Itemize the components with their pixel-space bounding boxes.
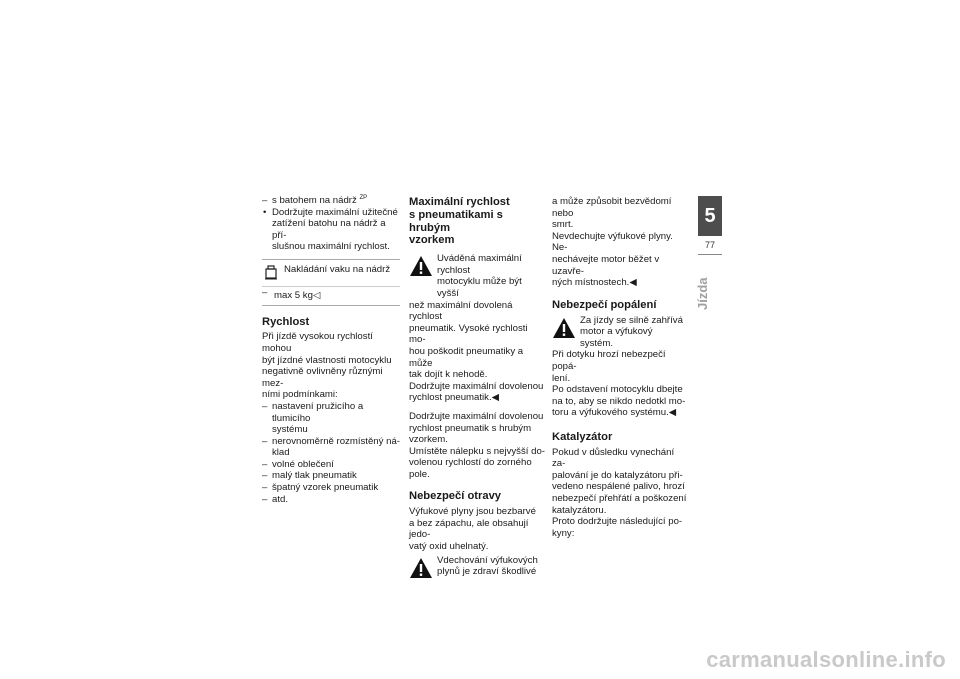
paragraph: Pokud v důsledku vynechání za- palování je do katalyzátoru při- vedeno nespálené palivo, hrozí nebezpečí přehřátí a poškození katalyzátoru. Proto dodržujte následující po- kyny: — [552, 446, 687, 539]
paragraph: Dodržujte maximální dovolenou rychlost pneumatik s hrubým vzorkem. Umístěte nálepku s nejvyšší do- volenou rychlostí do zorného pole. — [409, 410, 545, 480]
warning-block: Uváděná maximální rychlost motocyklu může být vyšší než maximální dovolená rychlost pneumatik. Vysoké rychlosti mo- hou poškodit pneumatiky a může tak dojít k nehodě. Dodržujte maximální dovolenou rychlost pneumatik.◀ — [409, 253, 544, 404]
heading-katalyzator: Katalyzátor — [552, 430, 613, 443]
paragraph: Při jízdě vysokou rychlostí mohou být jízdné vlastnosti motocyklu negativně ovlivněny různými mez- ními podmínkami: — [262, 331, 392, 401]
list-item: – špatný vzorek pneumatik — [262, 482, 400, 494]
page-number: 77 — [704, 240, 715, 250]
warning-triangle-icon — [552, 317, 576, 339]
heading-maximalni-rychlost: Maximální rychlost s pneumatikami s hrubým vzorkem — [409, 196, 510, 247]
paragraph: a může způsobit bezvědomí nebo smrt. Nevdechujte výfukové plyny. Ne- nechávejte motor běžet v uzavře- ných místnostech.◀ — [552, 196, 673, 289]
list-item: – atd. — [262, 494, 400, 506]
warning-triangle-icon — [409, 255, 433, 277]
chapter-tab: 5 — [698, 196, 722, 236]
heading-rychlost: Rychlost — [262, 315, 310, 328]
list-item: – malý tlak pneumatik — [262, 470, 400, 482]
column-3 — [552, 196, 687, 539]
column-2 — [409, 196, 545, 579]
spec-box — [262, 259, 400, 306]
paragraph: Výfukové plyny jsou bezbarvé a bez zápachu, ale obsahují jedo- vatý oxid uhelnatý. — [409, 506, 536, 553]
heading-nebezpeci-otravy: Nebezpečí otravy — [409, 490, 502, 503]
heading-nebezpeci-popaleni: Nebezpečí popálení — [552, 298, 657, 311]
list-item: – nastavení pružicího a tlumicího systému — [262, 401, 400, 436]
list-item: – nerovnoměrně rozmístěný ná- klad — [262, 436, 400, 459]
warning-block: Vdechování výfukových plynů je zdraví škodlivé — [409, 555, 545, 579]
list-item: – volné oblečení — [262, 459, 400, 471]
superscript: ZP — [359, 194, 368, 201]
column-1 — [262, 195, 400, 505]
section-title: Jízda — [695, 277, 710, 310]
tab-divider — [698, 254, 722, 255]
warning-triangle-icon — [409, 557, 433, 579]
spec-box-header: Nakládání vaku na nádrž — [262, 260, 400, 287]
watermark: carmanualsonline.info — [706, 647, 946, 672]
tank-bag-icon — [264, 264, 278, 280]
spec-box-value: – max 5 kg◁ — [262, 287, 400, 305]
warning-block: Za jízdy se silně zahřívá motor a výfukový systém. Při dotyku hrozí nebezpečí popá- lení. Po odstavení motocyklu dbejte na to, aby se nikdo nedotkl mo- toru a výfukového systému.◀ — [552, 314, 686, 419]
instruction-bullet: • Dodržujte maximální užitečné zatížení batohu na nádrž a pří- slušnou maximální rychlost. — [262, 207, 400, 253]
list-item: – s batohem na nádrž $^{ZP}$ — [262, 195, 400, 207]
